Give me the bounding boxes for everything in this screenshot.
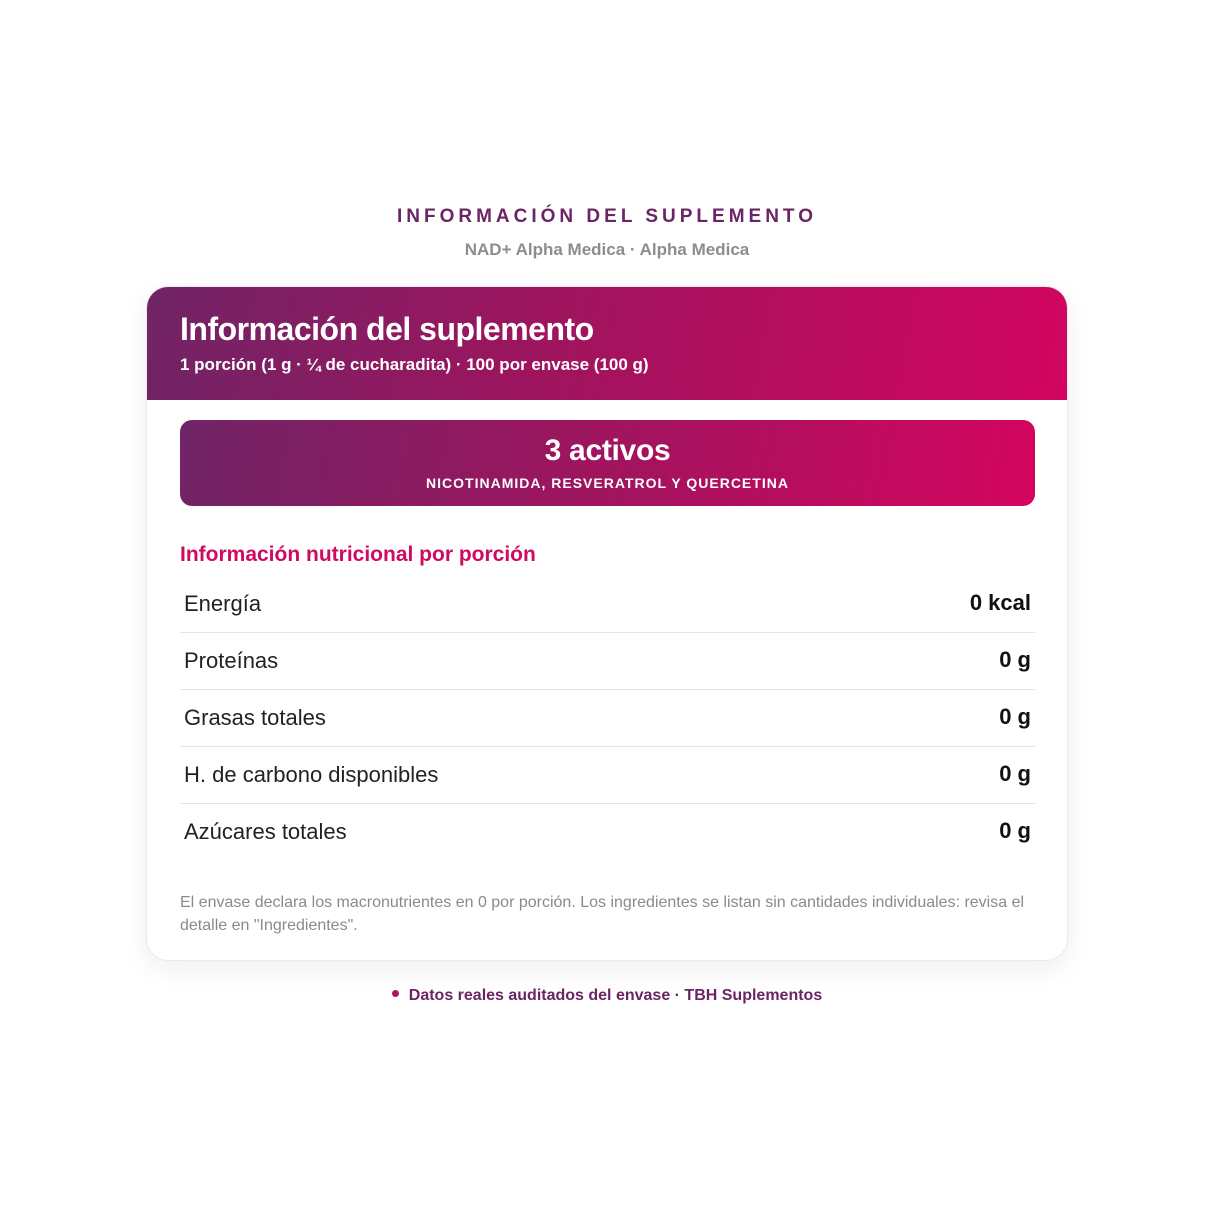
- row-label: Proteínas: [184, 648, 279, 673]
- row-value: 0 g: [999, 647, 1031, 672]
- row-label: H. de carbono disponibles: [184, 762, 439, 787]
- footer-credit: [0, 987, 1214, 1005]
- nutrition-row-energy: [180, 576, 1035, 633]
- eyebrow-title: INFORMACIÓN DEL SUPLEMENTO: [397, 206, 817, 227]
- row-label: Energía: [184, 591, 262, 616]
- row-value: 0 g: [999, 704, 1031, 729]
- nutrition-table: [180, 576, 1035, 860]
- row-value: 0 g: [999, 818, 1031, 843]
- actives-banner: [180, 420, 1035, 506]
- card-title: Información del suplemento: [180, 311, 594, 347]
- supplement-card: [146, 286, 1068, 961]
- actives-names: NICOTINAMIDA, RESVERATROL Y QUERCETINA: [426, 475, 789, 491]
- row-value: 0 g: [999, 761, 1031, 786]
- product-line: NAD+ Alpha Medica · Alpha Medica: [464, 240, 750, 259]
- actives-count: 3 activos: [544, 434, 671, 467]
- nutrition-row-fat: [180, 690, 1035, 747]
- nutrition-row-sugars: [180, 804, 1035, 860]
- row-value: 0 kcal: [969, 590, 1031, 615]
- disclaimer-note: El envase declara los macronutrientes en 0 por porción. Los ingredientes se listan sin cantidades individuales: revisa el detalle en "Ingredientes".: [180, 894, 1025, 934]
- nutrition-row-carbs: [180, 747, 1035, 804]
- row-label: Grasas totales: [184, 705, 326, 730]
- serving-info: 1 porción (1 g · ¼ de cucharadita) · 100 por envase (100 g): [180, 355, 649, 374]
- row-label: Azúcares totales: [184, 819, 347, 844]
- bullet-dot-icon: [392, 990, 399, 997]
- card-header: [147, 287, 1068, 400]
- nutrition-section-title: Información nutricional por porción: [180, 543, 536, 566]
- footer-text: Datos reales auditados del envase · TBH Suplementos: [408, 987, 823, 1004]
- nutrition-row-protein: [180, 633, 1035, 690]
